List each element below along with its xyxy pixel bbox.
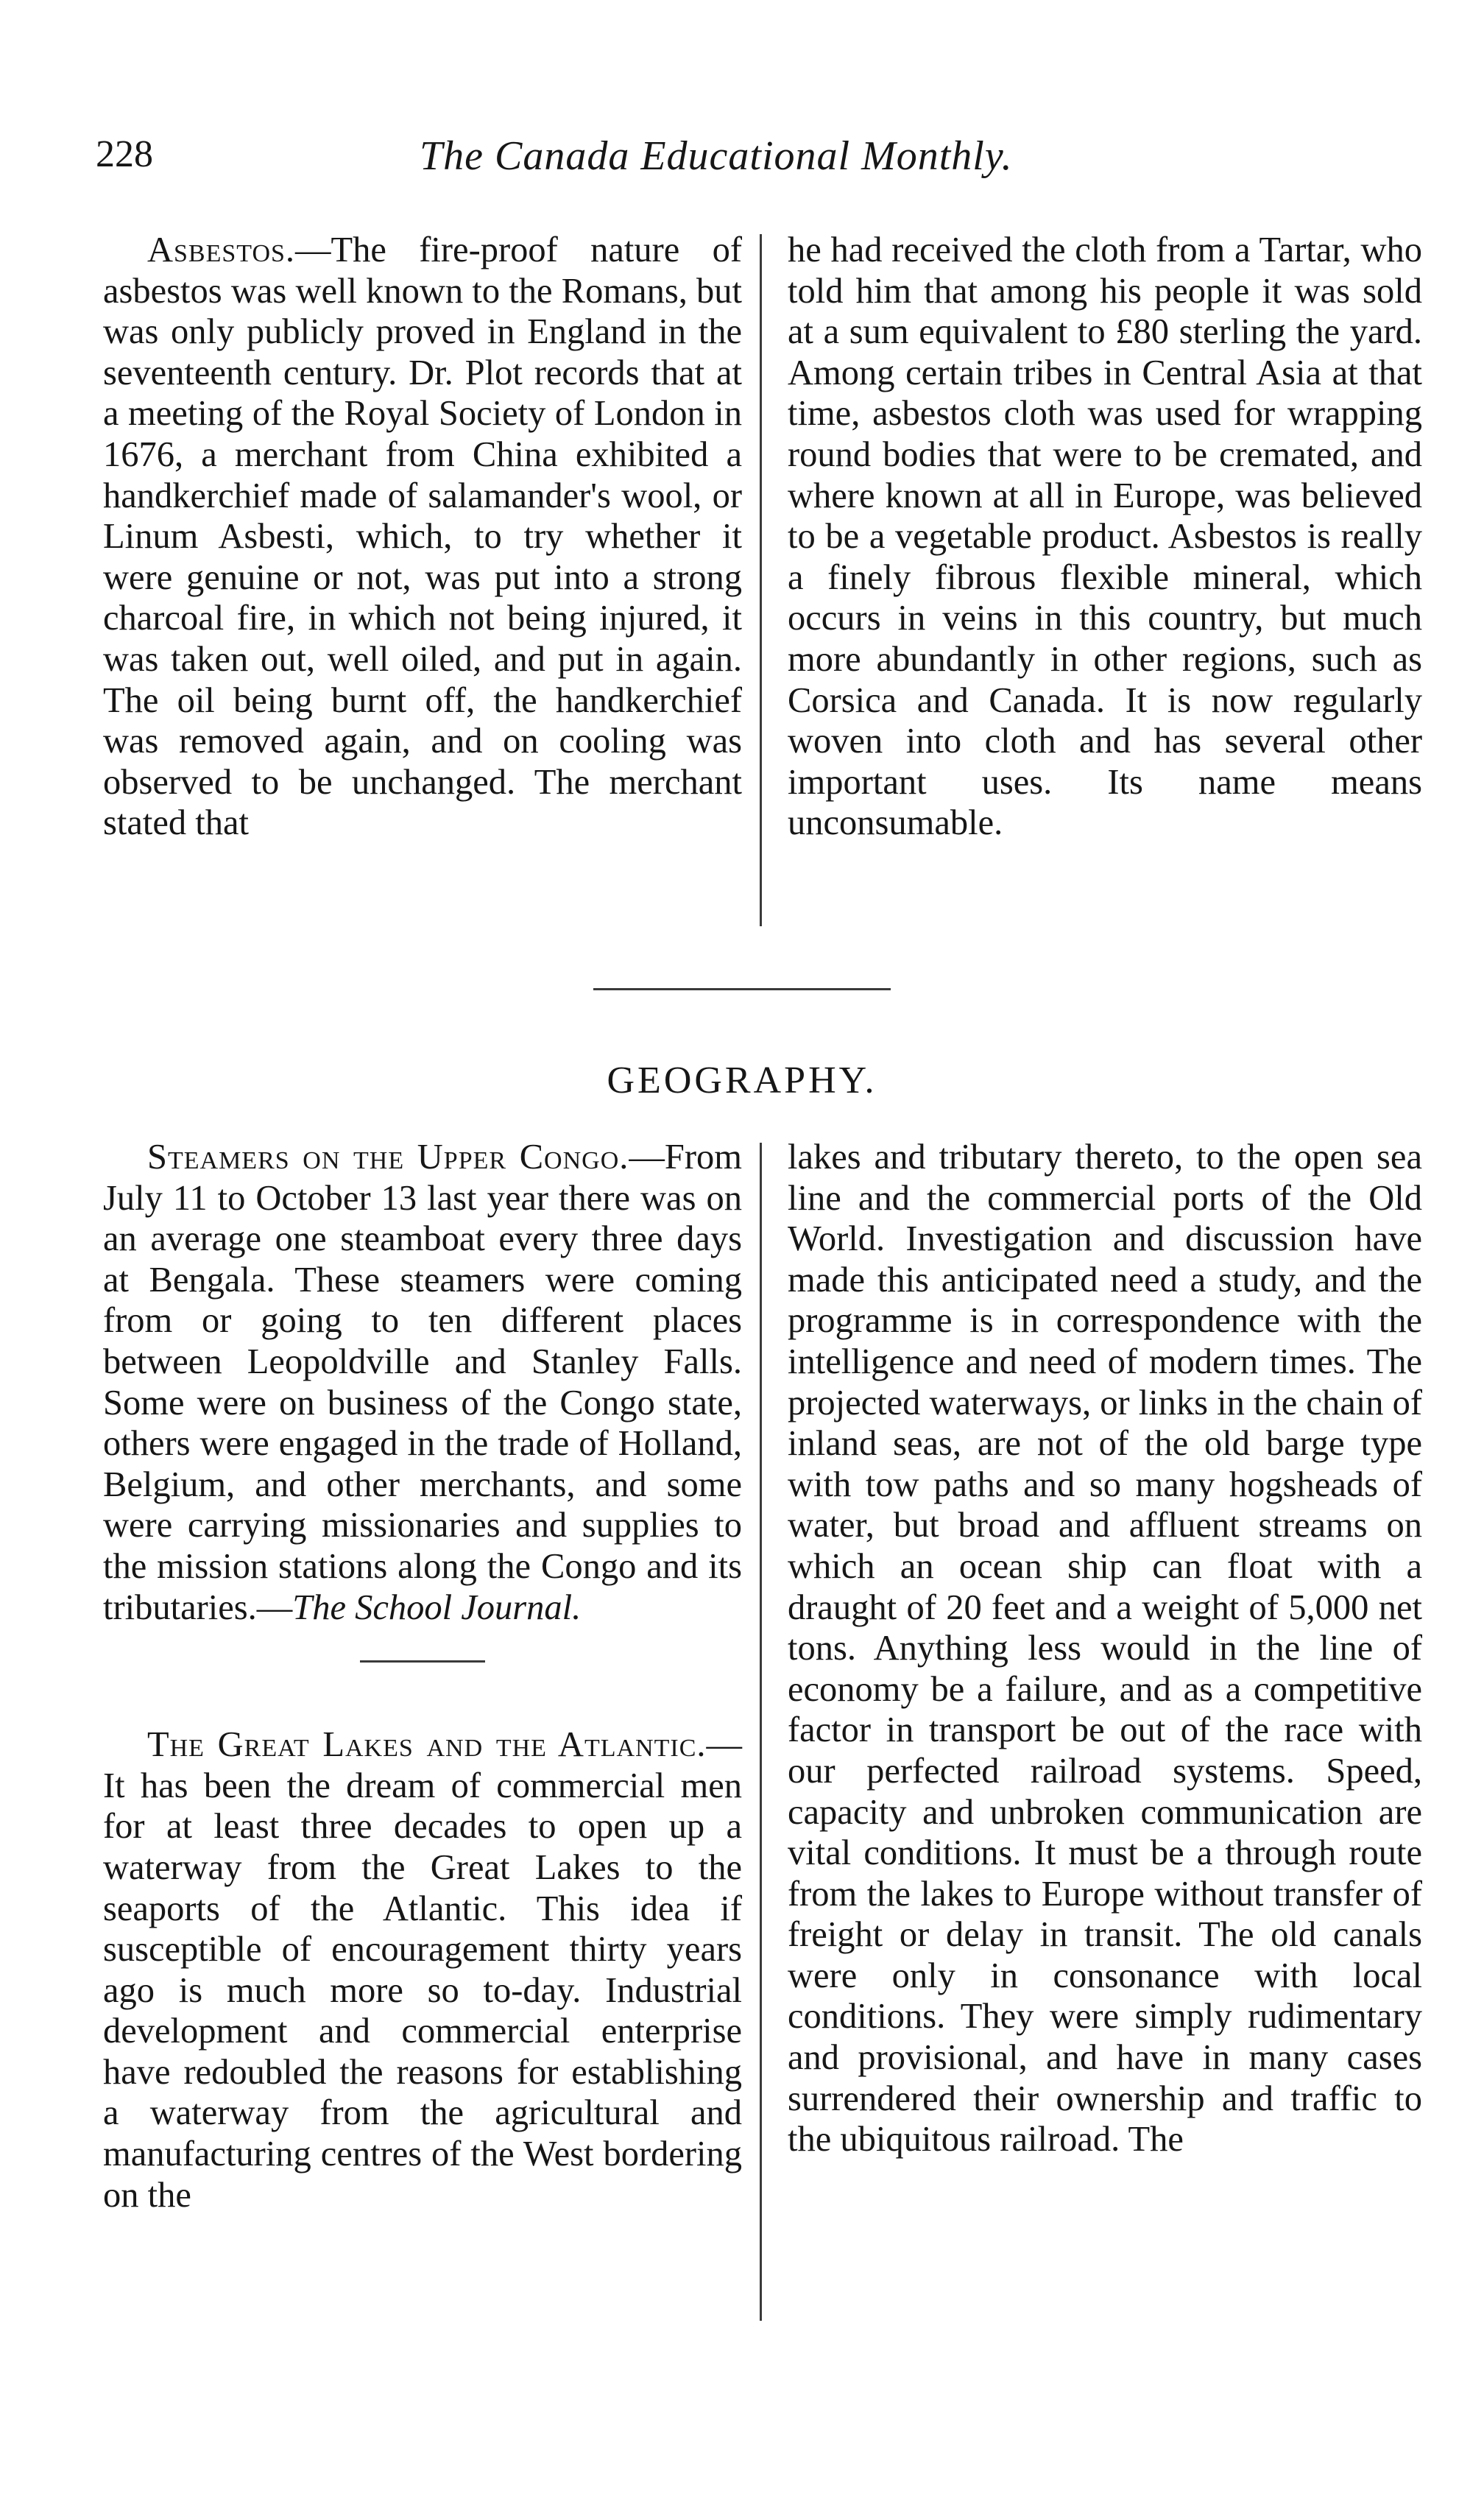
asbestos-continuation: he had received the cloth from a Tartar, who told him that among his people it was sold at a sum equivalent to £80 sterling the yard. Among certain tribes in Central Asia at that time, asbestos cloth was used for wrapping round bodies that were to be cremated, and where known at all in Europe, was believed to be a vegetable product. Asbestos is really a finely fibrous flexible mineral, which occurs in veins in this country, but much more abundantly in other regions, such as Corsica and Canada. It is now regularly woven into cloth and has several other important uses. Its name means unconsumable. [788,230,1422,843]
steamers-paragraph [103,1137,742,1628]
running-title: The Canada Educational Monthly. [420,133,1013,179]
steamers-text: —From July 11 to October 13 last year there was on an average one steamboat every three days at Bengala. These steamers were coming from or going to ten different places between Leopoldville and Stanley Falls. Some were on business of the Congo state, others were engaged in the trade of Holland, Belgium, and other merchants, and some were carrying missionaries and supplies to the mission stations along the Congo and its tributaries.— [103,1138,742,1627]
asbestos-title: Asbestos. [147,230,296,269]
steamers-source: The School Journal. [292,1587,582,1627]
asbestos-right-column [788,230,1422,844]
geography-right-column [788,1137,1422,2160]
page-number: 228 [96,133,153,175]
article-divider [360,1660,485,1663]
section-heading: GEOGRAPHY. [607,1060,877,1101]
great-lakes-left-text: —It has been the dream of commercial men for at least three decades to open up a waterway from the Great Lakes to the seaports of the Atlantic. This idea if susceptible of encouragement thirty years ago is much more so to-day. Industrial development and commercial enterprise have redoubled the reasons for establishing a waterway from the agricultural and manufacturing centres of the West bordering on the [103,1725,742,2215]
great-lakes-paragraph [103,1724,742,2215]
asbestos-paragraph [103,230,742,844]
great-lakes-continuation: lakes and tributary thereto, to the open sea line and the commercial ports of the Old World. Investigation and discussion have made this anticipated need a study, and the programme is in correspondence with the intelligence and need of modern times. The projected waterways, or links in the chain of inland seas, are not of the old barge type with tow paths and so many hogsheads of water, but broad and affluent streams on which an ocean ship can float with a draught of 20 feet and a weight of 5,000 net tons. Anything less would in the line of economy be a failure, and as a competitive factor in transport be out of the race with our perfected railroad systems. Speed, capacity and unbroken communication are vital conditions. It must be a through route from the lakes to Europe without transfer of freight or delay in transit. The old canals were only in consonance with local conditions. They were simply rudimentary and provisional, and have in many cases surrendered their ownership and traffic to the ubiquitous railroad. The [788,1138,1422,2160]
great-lakes-title: The Great Lakes and the Atlantic. [147,1725,707,1765]
article-separator-rule [593,988,891,990]
steamers-title: Steamers on the Upper Congo. [147,1138,629,1177]
geography-left-column [103,1137,742,2215]
column-divider-top [760,234,762,926]
column-divider-bottom [760,1143,762,2321]
asbestos-left-column [103,230,742,844]
asbestos-left-text: —The fire-proof nature of asbestos was well known to the Romans, but was only publicly proved in England in the seventeenth century. Dr. Plot records that at a meeting of the Royal Society of London in 1676, a merchant from China exhibited a handkerchief made of salamander's wool, or Linum Asbesti, which, to try whether it were genuine or not, was put into a strong charcoal fire, in which not being injured, it was taken out, well oiled, and put in again. The oil being burnt off, the handkerchief was removed again, and on cooling was observed to be unchanged. The merchant stated that [103,230,742,843]
page-header [96,133,1421,191]
